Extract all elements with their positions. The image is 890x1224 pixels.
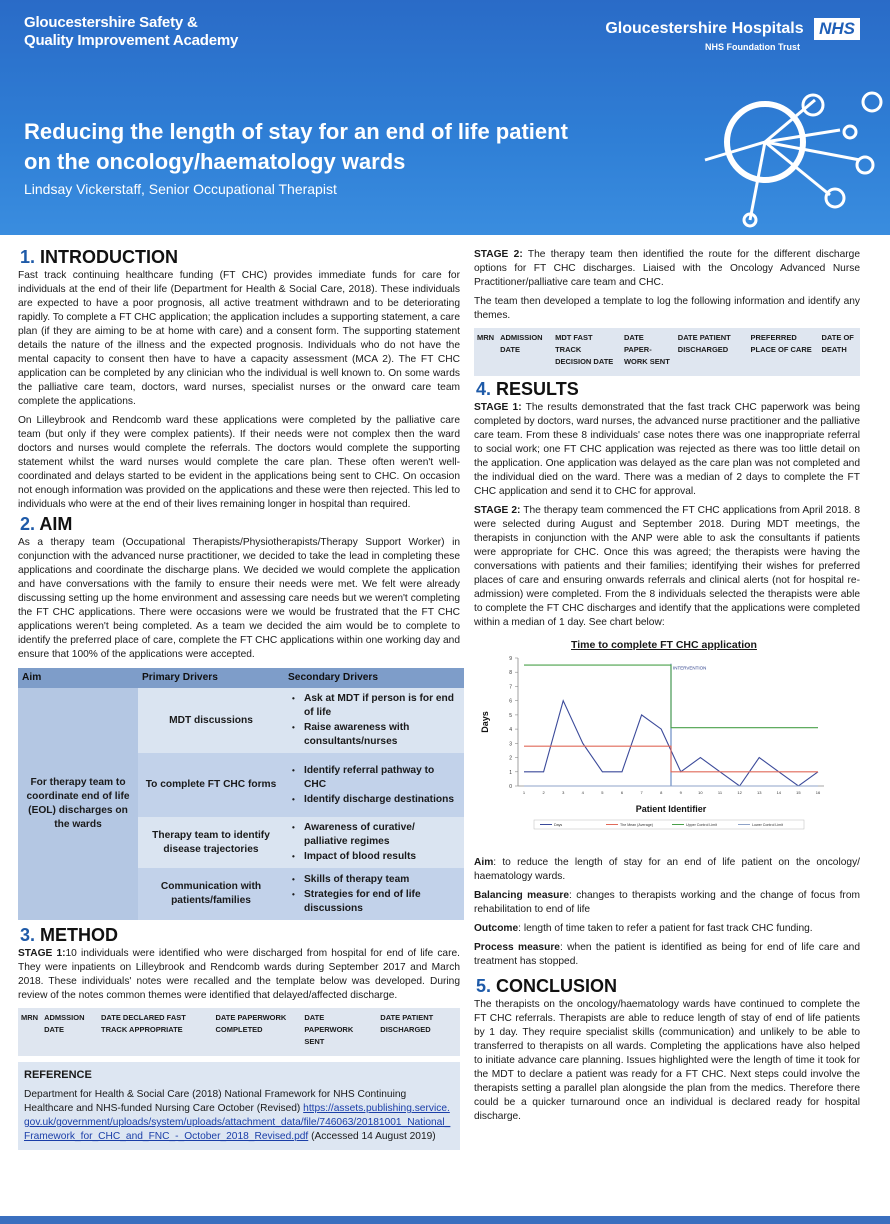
template-column: MRN (21, 1013, 39, 1022)
x-tick-label: 9 (679, 790, 682, 795)
y-tick-label: 1 (509, 769, 512, 776)
stage-label: STAGE 1: (474, 402, 522, 413)
section-number: 5. (476, 976, 492, 996)
nhs-logo: NHS (814, 18, 860, 40)
secondary-driver: • Impact of blood results (290, 850, 458, 864)
method-heading (20, 925, 460, 945)
author: Lindsay Vickerstaff, Senior Occupational Therapist (24, 181, 337, 197)
x-tick-label: 5 (601, 790, 604, 795)
header-aim: Aim (18, 668, 138, 688)
measure-text: : changes to therapists working and the change of focus from rehabilitation to end of life (474, 890, 860, 915)
y-tick-label: 5 (509, 712, 512, 719)
x-axis-label: Patient Identifier (635, 804, 707, 814)
secondary-driver: • Awareness of curative/ palliative regimes (290, 821, 458, 849)
introduction-heading (20, 247, 460, 267)
x-tick-label: 15 (796, 790, 801, 795)
secondary-drivers (284, 817, 464, 868)
y-tick-label: 2 (509, 755, 512, 762)
aim-heading (20, 514, 460, 534)
poster-title (24, 117, 674, 177)
y-axis-label: Days (480, 711, 490, 733)
introduction-paragraph-2: On Lilleybrook and Rendcomb ward these applications were completed by the palliative care team (but only if they were complex patients). If their needs were not complex then the ward doctors and nurses would complete the referrals. The doctors would complete the supporting statement whilst the ward nurses would complete the care plan. These often weren't well-coordinated and delays started to be evident in the applications being sent to CHC. On occasion not enough information was provided on the applications and these were then rejected. This led to individuals who were at the end of their lives remaining longer in hospital than required. (18, 415, 460, 510)
x-tick-label: 2 (542, 790, 545, 795)
reference-accessed: (Accessed 14 August 2019) (308, 1131, 436, 1142)
template-column: MRN (477, 333, 495, 342)
title-line2: on the oncology/haematology wards (24, 149, 406, 174)
template-column: DATE PAPERWORK COMPLETED (215, 1013, 287, 1034)
trust-name: Gloucestershire Hospitals (605, 20, 804, 37)
reference-box (18, 1062, 460, 1150)
secondary-driver: • Ask at MDT if person is for end of life (290, 692, 458, 720)
x-tick-label: 1 (522, 790, 526, 795)
aim-line: the wards (54, 819, 102, 830)
legend-label: Days (554, 823, 563, 827)
x-tick-label: 11 (717, 790, 723, 795)
y-tick-label: 3 (509, 741, 512, 748)
chart-svg (474, 636, 854, 846)
template-column: PREFERRED PLACE OF CARE (750, 333, 812, 354)
reference-citation: Department for Health & Social Care (2018) National Framework for NHS Continuing Healthcare and NHS-funded Nursing Care October (Revised) (24, 1089, 407, 1114)
stage-text: 10 individuals were identified who were discharged from hospital for end of life care. They were inpatients on Lilleybrook and Rendcomb wards during September 2017 and March 2018. These individuals' notes were recalled and the template below was developed. During review of the notes common themes were identified that delayed/affected discharge. (18, 948, 460, 1001)
measure-label: Outcome (474, 923, 519, 934)
x-tick-label: 8 (660, 790, 663, 795)
template-table-stage1 (18, 1008, 460, 1056)
section-number: 2. (20, 514, 36, 534)
secondary-driver: • Skills of therapy team (290, 873, 458, 887)
header-primary-drivers: Primary Drivers (138, 668, 284, 688)
network-graphic-icon (690, 80, 890, 230)
section-title: INTRODUCTION (40, 247, 179, 267)
section-number: 3. (20, 925, 36, 945)
method-stage2 (474, 248, 860, 290)
introduction-paragraph-1: Fast track continuing healthcare funding (FT CHC) provides immediate funds for care for individuals at the end of their life (Department for Health & Social Care, 2018). These individuals are expected to have a poor prognosis, all active treatment withdrawn and to be deteriorating rapidly. To complete a FT CHC application; the application includes a supporting statement, a care plan (if they are aiming to be at home with care) and a consent form. The supporting statement details the nature of the illness and the expected prognosis. Individuals who do not have the mental capacity to consent then have to have a capacity assessment (MCA 2). The FT CHC application can be completed by any clinician who the individual is well known to. On some wards the palliative care team, doctors, ward nurses, specialist nurses or the onward care team complete the applications. (18, 270, 460, 407)
template-column: DATE PATIENT DISCHARGED (677, 333, 731, 354)
driver-header-row (18, 668, 464, 688)
footer-bar (0, 1216, 890, 1224)
y-tick-label: 4 (509, 727, 512, 734)
measure-text: : to reduce the length of stay for an end of life patient on the oncology/ haematology wards. (474, 857, 860, 882)
driver-aim-cell (18, 688, 138, 920)
x-tick-label: 12 (737, 790, 742, 795)
secondary-driver: • Identify discharge destinations (290, 793, 458, 807)
academy-name-line1: Gloucestershire Safety & (24, 14, 198, 31)
y-tick-label: 9 (509, 656, 512, 662)
method-stage1 (18, 947, 460, 1003)
reference-link[interactable]: https://assets.publishing.service.gov.uk/government/uploads/system/uploads/attachment_data/file/746063/20181001_National_Framework_for_CHC_and_FNC_-_October_2018_Revised.pdf (24, 1103, 451, 1142)
trust-logo (605, 18, 860, 52)
template-column: DATE PAPER-WORK SENT (623, 333, 670, 366)
template-table-stage2 (474, 328, 860, 376)
primary-driver: MDT discussions (138, 688, 284, 753)
legend-label: The Mean (Average) (620, 823, 653, 827)
measure-label: Balancing measure (474, 890, 569, 901)
poster-header (0, 0, 890, 235)
x-tick-label: 6 (620, 790, 624, 795)
x-tick-label: 13 (756, 790, 762, 795)
measure-text: : length of time taken to refer a patient for fast track CHC funding. (518, 923, 813, 934)
driver-diagram-table (18, 668, 464, 920)
reference-text (24, 1088, 454, 1144)
y-tick-label: 6 (509, 698, 512, 705)
section-number: 1. (20, 247, 36, 267)
stage-text: The results demonstrated that the fast track CHC paperwork was being completed by doctors, ward nurses, the advanced nurse practitioner and the palliative care team. From these 8 individuals' case notes there was one inappropriate referral to social work; one FT CHC application was rejected as there was too little detail on the application. One application was delayed as the care plan was not completed and the individual died on the ward. There was a median of 2 days to complete the FT CHC application and send it to CHC for approval. (474, 402, 860, 497)
stage-label: STAGE 1: (18, 948, 66, 959)
template-column: ADMISSION DATE (500, 333, 543, 354)
template-column: DATE OF DEATH (821, 333, 854, 354)
conclusion-heading (476, 976, 860, 996)
conclusion-paragraph: The therapists on the oncology/haematology wards have continued to complete the FT CHC referrals. Therapists are able to reduce length of stay of end of life patients by 1 day. They require specialist skills (communication) and unlikely to be able to transferred to therapists on all wards. Completing the applications have also helped to initiate advance care planning. Issues highlighted were the length of time it took for the MDT to declare a patient was ready for a FT CHC. Next steps could involve the therapists setting a parallel plan alongside the plan from the medics. Therefore there could be a quicker turnaround once an individual is declared ready for hospital discharge. (474, 999, 860, 1122)
section-title: CONCLUSION (496, 976, 618, 996)
academy-name-line2: Quality Improvement Academy (24, 32, 239, 49)
x-tick-label: 3 (562, 790, 565, 795)
results-heading (476, 379, 860, 399)
driver-row (18, 688, 464, 753)
x-tick-label: 4 (581, 790, 584, 795)
template-column: DATE DECLARED FAST TRACK APPROPRIATE (100, 1013, 186, 1034)
section-title: RESULTS (496, 379, 579, 399)
academy-name (24, 14, 238, 50)
measure-label: Process measure (474, 942, 560, 953)
method-stage2-template-intro: The team then developed a template to log the following information and identify any themes. (474, 296, 860, 321)
stage-label: STAGE 2: (474, 505, 521, 516)
secondary-driver: • Strategies for end of life discussions (290, 888, 458, 916)
aim-line: (EOL) discharges on (28, 805, 128, 816)
chart-title: Time to complete FT CHC application (571, 639, 757, 651)
primary-driver: To complete FT CHC forms (138, 753, 284, 817)
y-tick-label: 8 (509, 670, 512, 677)
left-column (18, 246, 460, 1150)
legend-label: Upper Control Limit (686, 823, 717, 827)
x-tick-label: 14 (776, 790, 782, 795)
secondary-driver: • Raise awareness with consultants/nurses (290, 721, 458, 749)
x-tick-label: 7 (640, 790, 643, 795)
secondary-drivers (284, 688, 464, 753)
outcome-measure (474, 922, 860, 936)
results-stage2 (474, 504, 860, 630)
stage-label: STAGE 2: (474, 249, 523, 260)
series-line-upper-control-limit (524, 665, 818, 728)
primary-driver: Communication with patients/families (138, 868, 284, 920)
process-measure (474, 941, 860, 969)
template-column: DATE PAPERWORK SENT (304, 1013, 354, 1046)
stage-text: The therapy team then identified the route for the different discharge options for FT CHC discharges. Liaised with the Oncology Advanced Nurse Practitioner/palliative care team and CHC. (474, 249, 860, 288)
template-column: ADMSSION DATE (44, 1013, 85, 1034)
header-secondary-drivers: Secondary Drivers (284, 668, 464, 688)
measure-text: : when the patient is identified as being for end of life care and treatment has stopped. (474, 942, 860, 967)
aim-paragraph: As a therapy team (Occupational Therapists/Physiotherapists/Therapy Support Worker) in conjunction with the advanced nurse practitioner, we decided to take the lead in completing these applications and coordinate the discharge plans. We decided we would complete the application and have conversations with the family to ensure their needs were met. We felt were already discussing setting up the home environment and assessing care needs but we weren't completing the FT CHC applications. There were occasions were we would be frustrated that the FT CHC applications weren't being completed. As a team we decided the aim would be to complete to identify the preferred place of care, complete the FT CHC applications within one working day and ensure that 100% of the applications were accepted. (18, 537, 460, 660)
aim-line: coordinate end of life (26, 791, 130, 802)
section-number: 4. (476, 379, 492, 399)
balancing-measure (474, 889, 860, 917)
aim-line: For therapy team to (30, 777, 126, 788)
y-tick-label: 7 (509, 684, 512, 691)
template-column: MDT FAST TRACK DECISION DATE (555, 333, 614, 366)
measure-label: Aim (474, 857, 494, 868)
aim-measure (474, 856, 860, 884)
reference-heading: REFERENCE (24, 1069, 92, 1081)
spc-chart (474, 636, 854, 846)
template-column: DATE PATIENT DISCHARGED (380, 1013, 434, 1034)
x-tick-label: 10 (698, 790, 703, 795)
trust-subtitle: NHS Foundation Trust (705, 42, 800, 52)
secondary-driver: • Identify referral pathway to CHC (290, 764, 458, 792)
legend-label: Lower Control Limit (752, 823, 783, 827)
y-tick-label: 0 (509, 784, 512, 790)
primary-driver: Therapy team to identify disease trajectories (138, 817, 284, 868)
section-title: AIM (39, 514, 73, 534)
secondary-drivers (284, 868, 464, 920)
x-tick-label: 16 (815, 790, 821, 795)
section-title: METHOD (40, 925, 119, 945)
intervention-annotation: INTERVENTION (673, 665, 707, 671)
title-line1: Reducing the length of stay for an end of life patient (24, 119, 568, 144)
stage-text: The therapy team commenced the FT CHC applications from April 2018. 8 were selected during August and September 2018. During MDT meetings, the therapists in conjunction with the ANP were able to ask the consultants if patients were appropriate for CHC. Once this was agreed; the therapists were having the conversations with patients and their families; identifying their wishes for preferred places of care and ensuring onwards referrals and clinical alerts (not for hospital re-admission) were completed. From the 8 individuals selected the therapists were able to complete the FT CHC discharges and identify that the applications were completed within a median of 1 day. See chart below: (474, 505, 860, 628)
right-column (474, 248, 860, 1129)
results-stage1 (474, 401, 860, 499)
secondary-drivers (284, 753, 464, 817)
